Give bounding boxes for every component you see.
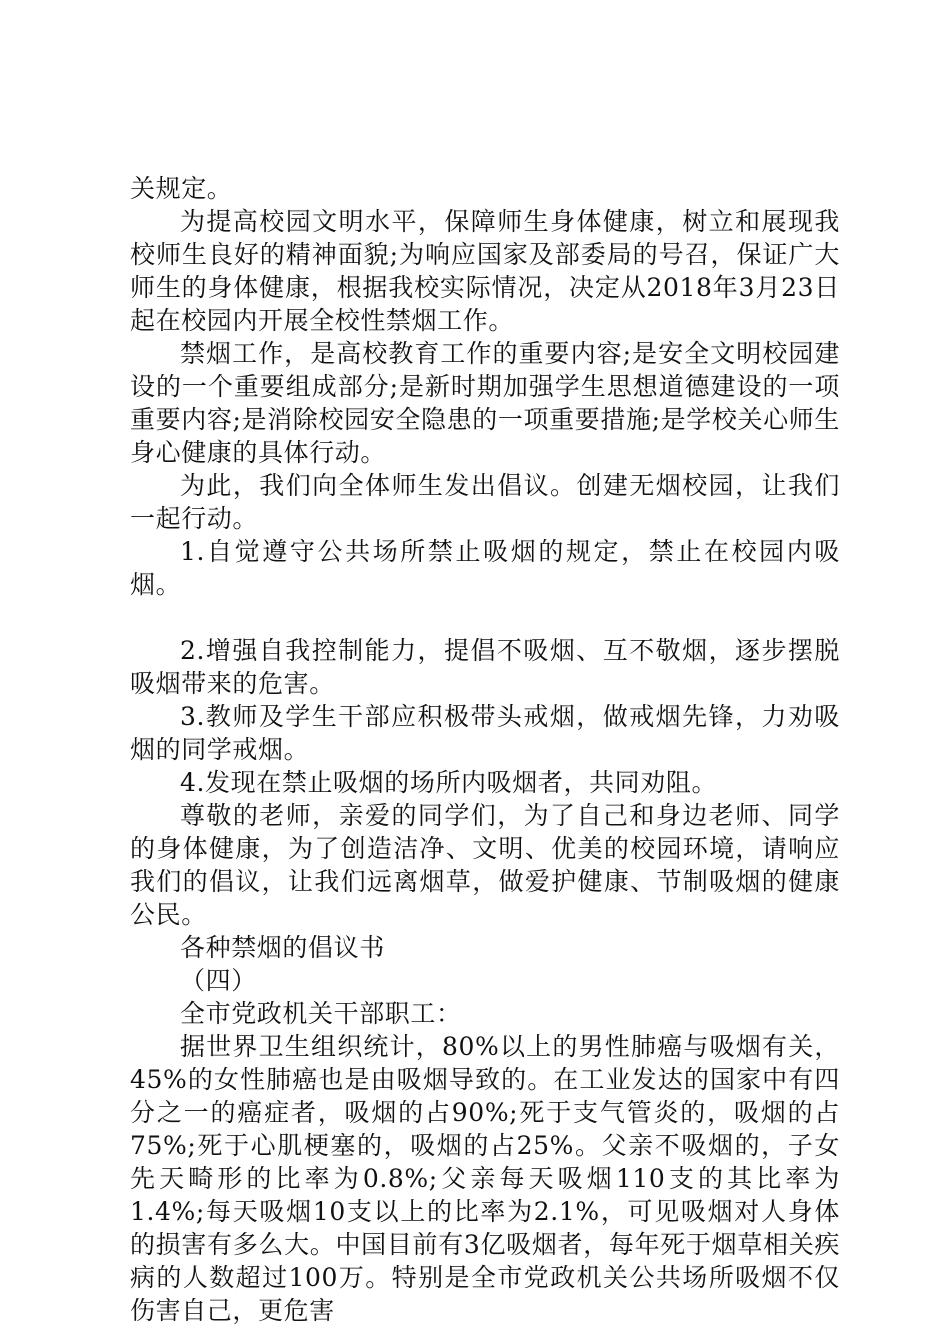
- salutation: 全市党政机关干部职工：: [180, 999, 462, 1028]
- paragraph-continuation: 关规定。: [130, 174, 233, 203]
- document-body: [130, 172, 840, 1327]
- list-item-3: 3.教师及学生干部应积极带头戒烟，做戒烟先锋，力劝吸烟的同学戒烟。: [130, 702, 840, 764]
- paragraph-importance: 禁烟工作，是高校教育工作的重要内容;是安全文明校园建设的一个重要组成部分;是新时期加强学生思想道德建设的一项重要内容;是消除校园安全隐患的一项重要措施;是学校关心师生身心健康的具体行动。: [130, 339, 840, 467]
- list-item-4: 4.发现在禁止吸烟的场所内吸烟者，共同劝阻。: [180, 768, 718, 797]
- section-title: 各种禁烟的倡议书: [180, 933, 385, 962]
- paragraph-closing-appeal: 尊敬的老师，亲爱的同学们，为了自己和身边老师、同学的身体健康，为了创造洁净、文明、优美的校园环境，请响应我们的倡议，让我们远离烟草，做爱护健康、节制吸烟的健康公民。: [130, 801, 840, 929]
- paragraph-call-to-action: 为此，我们向全体师生发出倡议。创建无烟校园，让我们一起行动。: [130, 471, 840, 533]
- paragraph-purpose: 为提高校园文明水平，保障师生身体健康，树立和展现我校师生良好的精神面貌;为响应国家及部委局的号召，保证广大师生的身体健康，根据我校实际情况，决定从2018年3月23日起在校园内开展全校性禁烟工作。: [130, 207, 840, 335]
- section-number: （四）: [180, 966, 257, 995]
- list-item-1: 1.自觉遵守公共场所禁止吸烟的规定，禁止在校园内吸烟。: [130, 537, 840, 599]
- list-item-2: 2.增强自我控制能力，提倡不吸烟、互不敬烟，逐步摆脱吸烟带来的危害。: [130, 636, 840, 698]
- paragraph-statistics: 据世界卫生组织统计，80%以上的男性肺癌与吸烟有关，45%的女性肺癌也是由吸烟导致的。在工业发达的国家中有四分之一的癌症者，吸烟的占90%;死于支气管炎的，吸烟的占75%;死于心肌梗塞的，吸烟的占25%。父亲不吸烟的，子女先天畸形的比率为0.8%;父亲每天吸烟110支的其比率为1.4%;每天吸烟10支以上的比率为2.1%，可见吸烟对人身体的损害有多么大。中国目前有3亿吸烟者，每年死于烟草相关疾病的人数超过100万。特别是全市党政机关公共场所吸烟不仅伤害自己，更危害: [130, 1032, 840, 1325]
